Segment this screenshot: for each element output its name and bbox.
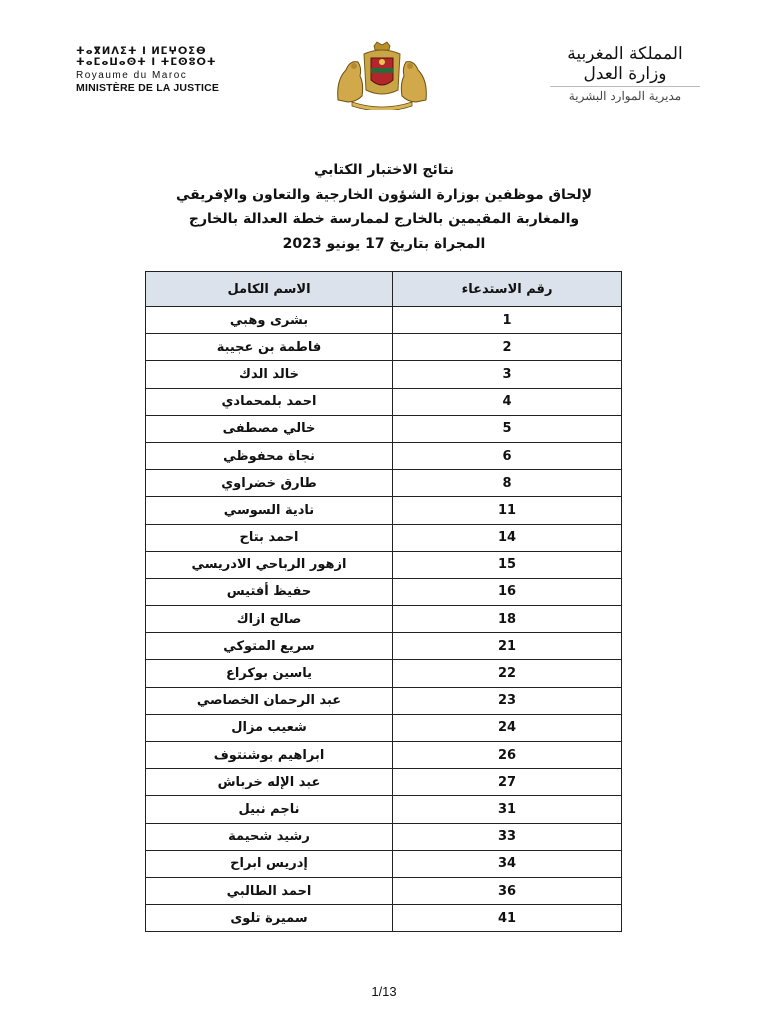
full-name-cell: حفيظ أفتيس [146, 578, 393, 605]
call-number-cell: 6 [393, 442, 622, 469]
call-number-cell: 26 [393, 742, 622, 769]
call-number-cell: 16 [393, 578, 622, 605]
full-name-cell: ابراهيم بوشنتوف [146, 742, 393, 769]
full-name-cell: بشرى وهبي [146, 307, 393, 334]
call-number-cell: 18 [393, 606, 622, 633]
title-line-2: لإلحاق موظفين بوزارة الشؤون الخارجية والتعاون والإفريقي [175, 186, 593, 203]
full-name-cell: عبد الرحمان الخصاصي [146, 687, 393, 714]
full-name-cell: صالح ازاك [146, 606, 393, 633]
title-line-1: نتائج الاختبار الكتابي [314, 162, 454, 178]
table-row [146, 796, 622, 823]
table-row [146, 497, 622, 524]
results-table [145, 271, 622, 932]
header-name: الاسم الكامل [146, 272, 393, 307]
call-number-cell: 15 [393, 551, 622, 578]
full-name-cell: نجاة محفوظي [146, 442, 393, 469]
call-number-cell: 8 [393, 470, 622, 497]
table-row [146, 742, 622, 769]
call-number-cell: 5 [393, 415, 622, 442]
full-name-cell: سميرة تلوى [146, 905, 393, 932]
call-number-cell: 33 [393, 823, 622, 850]
full-name-cell: خالي مصطفى [146, 415, 393, 442]
call-number-cell: 23 [393, 687, 622, 714]
table-row [146, 551, 622, 578]
table-row [146, 334, 622, 361]
header-number: رقم الاستدعاء [393, 272, 622, 307]
table-row [146, 905, 622, 932]
table-row [146, 660, 622, 687]
full-name-cell: احمد بتاح [146, 524, 393, 551]
full-name-cell: فاطمة بن عجيبة [146, 334, 393, 361]
full-name-cell: طارق خضراوي [146, 470, 393, 497]
full-name-cell: رشيد شحيمة [146, 823, 393, 850]
full-name-cell: ازهور الرباحي الادريسي [146, 551, 393, 578]
table-row [146, 769, 622, 796]
call-number-cell: 41 [393, 905, 622, 932]
table-row [146, 687, 622, 714]
full-name-cell: احمد الطالبي [146, 877, 393, 904]
call-number-cell: 24 [393, 714, 622, 741]
table-row [146, 361, 622, 388]
call-number-cell: 11 [393, 497, 622, 524]
call-number-cell: 1 [393, 307, 622, 334]
call-number-cell: 31 [393, 796, 622, 823]
table-row [146, 714, 622, 741]
table-header-row [146, 272, 622, 307]
table-row [146, 633, 622, 660]
ministry-header-french [76, 46, 226, 94]
table-row [146, 470, 622, 497]
full-name-cell: احمد بلمحمادي [146, 388, 393, 415]
table-row [146, 442, 622, 469]
call-number-cell: 34 [393, 850, 622, 877]
table-row [146, 850, 622, 877]
ministry-arabic: وزارة العدل [583, 64, 667, 84]
call-number-cell: 22 [393, 660, 622, 687]
table-row [146, 524, 622, 551]
title-line-3: والمغاربة المقيمين بالخارج لممارسة خطة العدالة بالخارج [188, 211, 580, 227]
full-name-cell: خالد الدك [146, 361, 393, 388]
kingdom-arabic: المملكة المغربية [567, 44, 683, 64]
full-name-cell: ناجم نبيل [146, 796, 393, 823]
table-row [146, 877, 622, 904]
call-number-cell: 14 [393, 524, 622, 551]
table-row [146, 388, 622, 415]
royaume-text: Royaume du Maroc [76, 70, 188, 81]
full-name-cell: شعيب مزال [146, 714, 393, 741]
table-row [146, 415, 622, 442]
page-number: 1/13 [371, 984, 397, 999]
call-number-cell: 36 [393, 877, 622, 904]
full-name-cell: ياسين بوكراع [146, 660, 393, 687]
call-number-cell: 21 [393, 633, 622, 660]
full-name-cell: عبد الإله خرباش [146, 769, 393, 796]
call-number-cell: 27 [393, 769, 622, 796]
call-number-cell: 2 [393, 334, 622, 361]
ministere-text: MINISTÈRE DE LA JUSTICE [76, 82, 220, 94]
tifinagh-line-2: ⵜⴰⵎⴰⵡⴰⵙⵜ ⵏ ⵜⵎⵙⵓⵔⵜ [76, 57, 217, 68]
table-row [146, 823, 622, 850]
full-name-cell: إدريس ابراح [146, 850, 393, 877]
table-row [146, 307, 622, 334]
full-name-cell: سريع المتوكي [146, 633, 393, 660]
call-number-cell: 4 [393, 388, 622, 415]
document-title [100, 158, 668, 256]
table-row [146, 606, 622, 633]
ministry-header-arabic [550, 44, 700, 105]
moroccan-coat-of-arms-icon [332, 40, 432, 110]
directorate-arabic: مديرية الموارد البشرية [550, 86, 700, 105]
call-number-cell: 3 [393, 361, 622, 388]
full-name-cell: نادية السوسي [146, 497, 393, 524]
table-row [146, 578, 622, 605]
tifinagh-line-1: ⵜⴰⴳⵍⴷⵉⵜ ⵏ ⵍⵎⵖⵔⵉⴱ [76, 46, 207, 57]
title-line-4: المجراة بتاريخ 17 يونيو 2023 [282, 235, 486, 252]
